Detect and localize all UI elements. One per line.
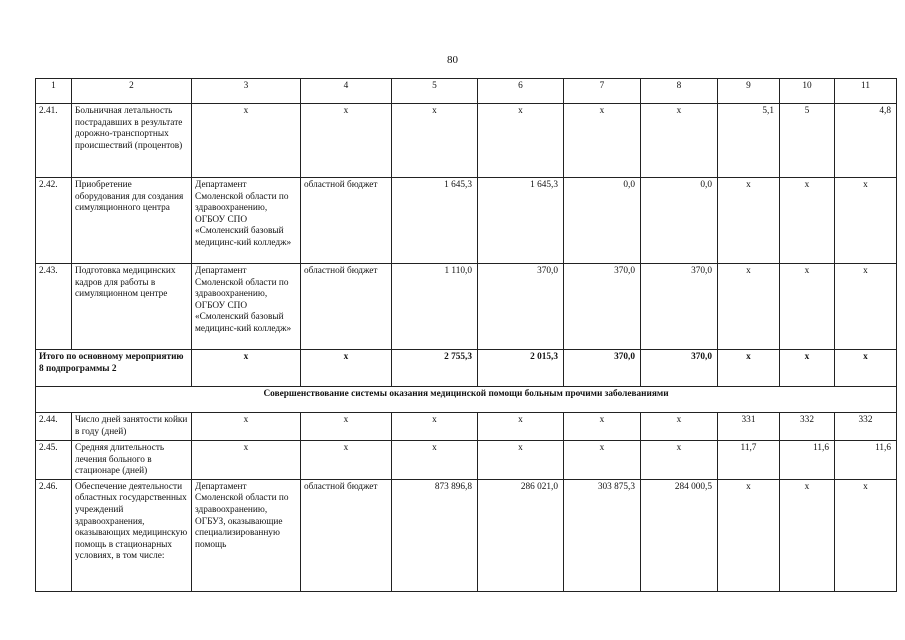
header-cell: 3 bbox=[192, 79, 301, 104]
executor-cell: х bbox=[192, 350, 301, 387]
value-cell: 286 021,0 bbox=[478, 479, 564, 591]
executor-cell: х bbox=[192, 104, 301, 178]
row-number: 2.41. bbox=[36, 104, 72, 178]
executor-cell: х bbox=[192, 413, 301, 441]
value-cell: 1 645,3 bbox=[392, 178, 478, 264]
value-cell: 11,6 bbox=[835, 441, 897, 480]
value-cell: х bbox=[641, 413, 718, 441]
executor-cell: Департамент Смоленской области по здравоохранению, ОГБУЗ, оказывающие специализированную помощь bbox=[192, 479, 301, 591]
source-cell: областной бюджет bbox=[301, 178, 392, 264]
table-row bbox=[36, 264, 897, 350]
column-number-row bbox=[36, 79, 897, 104]
value-cell: 331 bbox=[718, 413, 780, 441]
value-cell: х bbox=[564, 441, 641, 480]
table-row bbox=[36, 178, 897, 264]
value-cell: 332 bbox=[835, 413, 897, 441]
header-cell: 8 bbox=[641, 79, 718, 104]
header-cell: 10 bbox=[780, 79, 835, 104]
row-number: 2.46. bbox=[36, 479, 72, 591]
section-heading-row bbox=[36, 387, 897, 413]
value-cell: х bbox=[718, 178, 780, 264]
total-row bbox=[36, 350, 897, 387]
value-cell: х bbox=[780, 264, 835, 350]
header-cell: 1 bbox=[36, 79, 72, 104]
table-row bbox=[36, 441, 897, 480]
row-number: 2.45. bbox=[36, 441, 72, 480]
source-cell: х bbox=[301, 441, 392, 480]
value-cell: х bbox=[478, 413, 564, 441]
page-number: 80 bbox=[447, 54, 458, 66]
value-cell: 370,0 bbox=[641, 350, 718, 387]
section-heading: Совершенствование системы оказания медицинской помощи больным прочими заболеваниями bbox=[36, 387, 897, 413]
value-cell: 5,1 bbox=[718, 104, 780, 178]
row-name: Обеспечение деятельности областных государственных учреждений здравоохранения, оказывающих медицинскую помощь в стационарных условиях, в том числе: bbox=[72, 479, 192, 591]
source-cell: х bbox=[301, 104, 392, 178]
value-cell: 0,0 bbox=[641, 178, 718, 264]
row-number: 2.44. bbox=[36, 413, 72, 441]
value-cell: 370,0 bbox=[564, 264, 641, 350]
value-cell: 2 755,3 bbox=[392, 350, 478, 387]
row-number: 2.43. bbox=[36, 264, 72, 350]
value-cell: х bbox=[718, 350, 780, 387]
table-row bbox=[36, 479, 897, 591]
header-cell: 7 bbox=[564, 79, 641, 104]
budget-table bbox=[35, 78, 897, 592]
executor-cell: Департамент Смоленской области по здравоохранению, ОГБОУ СПО «Смоленский базовый медицинс-кий колледж» bbox=[192, 178, 301, 264]
value-cell: х bbox=[564, 413, 641, 441]
row-number: 2.42. bbox=[36, 178, 72, 264]
value-cell: х bbox=[478, 104, 564, 178]
executor-cell: х bbox=[192, 441, 301, 480]
value-cell: х bbox=[780, 178, 835, 264]
value-cell: х bbox=[641, 441, 718, 480]
header-cell: 9 bbox=[718, 79, 780, 104]
value-cell: х bbox=[780, 350, 835, 387]
value-cell: 370,0 bbox=[641, 264, 718, 350]
row-name: Подготовка медицинских кадров для работы в симуляционном центре bbox=[72, 264, 192, 350]
value-cell: 873 896,8 bbox=[392, 479, 478, 591]
value-cell: 2 015,3 bbox=[478, 350, 564, 387]
row-name: Приобретение оборудования для создания симуляционного центра bbox=[72, 178, 192, 264]
value-cell: х bbox=[835, 264, 897, 350]
value-cell: 0,0 bbox=[564, 178, 641, 264]
header-cell: 6 bbox=[478, 79, 564, 104]
value-cell: х bbox=[835, 178, 897, 264]
header-cell: 4 bbox=[301, 79, 392, 104]
value-cell: х bbox=[564, 104, 641, 178]
value-cell: 303 875,3 bbox=[564, 479, 641, 591]
header-cell: 2 bbox=[72, 79, 192, 104]
value-cell: х bbox=[392, 441, 478, 480]
row-name: Средняя длительность лечения больного в стационаре (дней) bbox=[72, 441, 192, 480]
value-cell: х bbox=[718, 479, 780, 591]
value-cell: х bbox=[718, 264, 780, 350]
row-name: Больничная летальность пострадавших в результате дорожно-транспортных происшествий (процентов) bbox=[72, 104, 192, 178]
value-cell: х bbox=[835, 350, 897, 387]
value-cell: х bbox=[478, 441, 564, 480]
table-row bbox=[36, 104, 897, 178]
value-cell: 370,0 bbox=[478, 264, 564, 350]
value-cell: 4,8 bbox=[835, 104, 897, 178]
value-cell: 1 110,0 bbox=[392, 264, 478, 350]
source-cell: х bbox=[301, 413, 392, 441]
executor-cell: Департамент Смоленской области по здравоохранению, ОГБОУ СПО «Смоленский базовый медицинс-кий колледж» bbox=[192, 264, 301, 350]
source-cell: областной бюджет bbox=[301, 264, 392, 350]
value-cell: 11,7 bbox=[718, 441, 780, 480]
value-cell: 284 000,5 bbox=[641, 479, 718, 591]
source-cell: х bbox=[301, 350, 392, 387]
header-cell: 5 bbox=[392, 79, 478, 104]
value-cell: х bbox=[392, 104, 478, 178]
value-cell: х bbox=[780, 479, 835, 591]
value-cell: 370,0 bbox=[564, 350, 641, 387]
value-cell: 1 645,3 bbox=[478, 178, 564, 264]
total-label: Итого по основному мероприятию 8 подпрограммы 2 bbox=[36, 350, 192, 387]
row-name: Число дней занятости койки в году (дней) bbox=[72, 413, 192, 441]
source-cell: областной бюджет bbox=[301, 479, 392, 591]
value-cell: 332 bbox=[780, 413, 835, 441]
value-cell: х bbox=[392, 413, 478, 441]
value-cell: х bbox=[641, 104, 718, 178]
value-cell: 11,6 bbox=[780, 441, 835, 480]
value-cell: х bbox=[835, 479, 897, 591]
table-row bbox=[36, 413, 897, 441]
value-cell: 5 bbox=[780, 104, 835, 178]
header-cell: 11 bbox=[835, 79, 897, 104]
